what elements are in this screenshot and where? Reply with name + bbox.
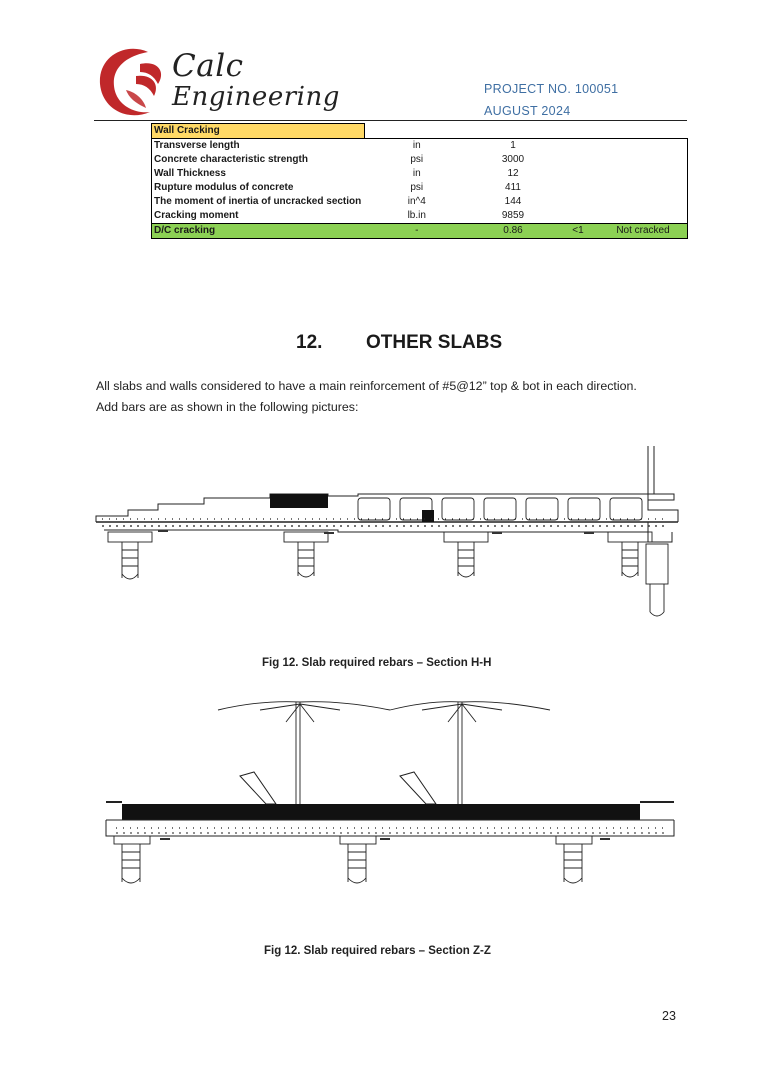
table-title: Wall Cracking: [152, 124, 365, 139]
figure-caption-hh: Fig 12. Slab required rebars – Section H-H: [262, 657, 492, 669]
row-unit: psi: [410, 182, 424, 193]
row-unit: psi: [410, 154, 424, 165]
header-divider: [94, 120, 687, 121]
table-row: [152, 153, 688, 167]
row-value: 1: [469, 139, 557, 154]
table-row: [152, 181, 688, 195]
result-value: 0.86: [469, 224, 557, 239]
result-description: D/C cracking: [152, 224, 365, 239]
row-value: 411: [505, 182, 521, 193]
result-status: Not cracked: [599, 224, 688, 239]
body-paragraph-2: Add bars are as shown in the following pictures:: [96, 400, 359, 414]
table-row: [152, 167, 688, 181]
wall-cracking-table: [151, 123, 688, 239]
section-zz-drawing: [100, 692, 680, 892]
row-value: 9859: [501, 210, 525, 221]
row-description: The moment of inertia of uncracked section: [154, 196, 362, 207]
table-result-row: [152, 224, 688, 239]
table-row: [152, 209, 688, 224]
figure-caption-zz: Fig 12. Slab required rebars – Section Z-Z: [264, 945, 491, 957]
row-unit: in: [412, 168, 421, 179]
section-hh-drawing: [88, 440, 686, 622]
table-row: [152, 139, 688, 154]
logo-text-engineering: Engineering: [172, 82, 340, 112]
row-value: 12: [507, 168, 519, 179]
row-description: Wall Thickness: [154, 168, 226, 179]
row-unit: in^4: [407, 196, 426, 207]
row-description: Rupture modulus of concrete: [154, 182, 294, 193]
row-description: Cracking moment: [154, 210, 239, 221]
body-paragraph-1: All slabs and walls considered to have a main reinforcement of #5@12” top & bot in each direction.: [96, 379, 637, 393]
result-limit: <1: [557, 224, 599, 239]
section-title: OTHER SLABS: [366, 332, 503, 353]
project-number: PROJECT NO. 100051: [484, 82, 619, 96]
result-unit: -: [365, 224, 470, 239]
logo-text-calc: Calc: [172, 48, 244, 84]
section-number: 12.: [296, 332, 323, 353]
page-number: 23: [662, 1009, 676, 1023]
row-description: Transverse length: [152, 139, 365, 154]
project-date: AUGUST 2024: [484, 104, 571, 118]
row-unit: lb.in: [407, 210, 426, 221]
row-value: 3000: [501, 154, 525, 165]
row-unit: in: [365, 139, 470, 154]
company-logo-icon: [96, 42, 168, 120]
row-description: Concrete characteristic strength: [154, 154, 308, 165]
table-title-row: [152, 124, 688, 139]
row-value: 144: [504, 196, 522, 207]
table-row: [152, 195, 688, 209]
